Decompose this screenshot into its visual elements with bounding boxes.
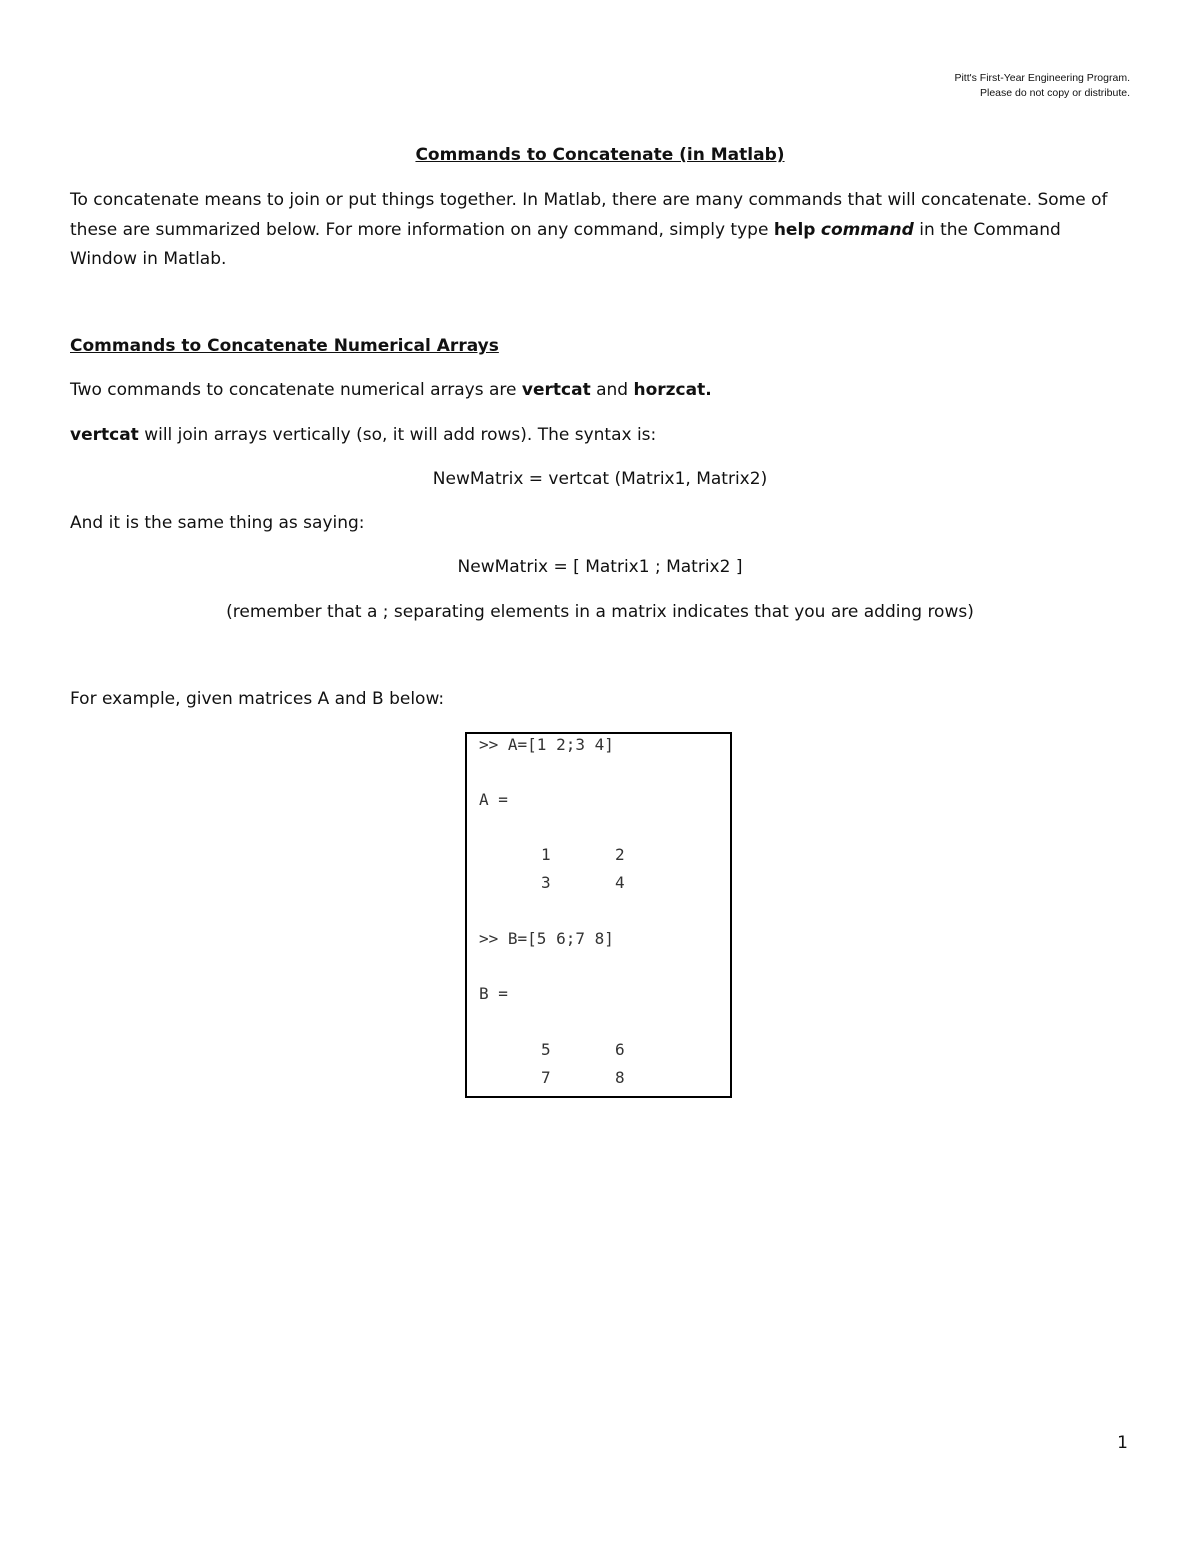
- header-program-note: Pitt's First-Year Engineering Program.: [954, 72, 1130, 84]
- command-define-a: >> A=[1 2;3 4]: [479, 735, 614, 754]
- command-define-b: >> B=[5 6;7 8]: [479, 929, 614, 948]
- header-copy-note: Please do not copy or distribute.: [979, 87, 1130, 99]
- intro-paragraph: [70, 186, 1132, 275]
- matrix-a-cell: 4: [615, 873, 625, 892]
- command-keyword: command: [820, 219, 914, 240]
- matrix-a-cell: 2: [615, 845, 625, 864]
- two-commands-line: [70, 379, 712, 401]
- horzcat-keyword: horzcat.: [633, 380, 712, 400]
- remember-note: (remember that a ; separating elements in a matrix indicates that you are adding rows): [226, 602, 974, 622]
- matrix-a-cell: 3: [541, 873, 551, 892]
- vertcat-term: vertcat: [70, 425, 139, 445]
- two-commands-pre: Two commands to concatenate numerical arrays are: [70, 380, 522, 400]
- vertcat-keyword: vertcat: [521, 380, 591, 400]
- vertcat-description-text: will join arrays vertically (so, it will add rows). The syntax is:: [138, 425, 657, 445]
- matrix-b-cell: 6: [615, 1040, 625, 1059]
- same-as-line: And it is the same thing as saying:: [70, 513, 365, 533]
- section-heading: Commands to Concatenate Numerical Arrays: [70, 336, 499, 356]
- vertcat-syntax: NewMatrix = vertcat (Matrix1, Matrix2): [432, 469, 768, 489]
- intro-text-2: in the Command Window in Matlab.: [70, 219, 1061, 269]
- matrix-b-cell: 5: [541, 1040, 551, 1059]
- intro-text-1: To concatenate means to join or put things together. In Matlab, there are many commands that will concatenate. Some of these are summarized below. For more information on any command, simply type: [70, 190, 1108, 240]
- matlab-output-screenshot: [465, 732, 732, 1098]
- vertcat-description: [70, 424, 656, 446]
- matrix-a-cell: 1: [541, 845, 551, 864]
- two-commands-and: and: [590, 380, 634, 400]
- example-intro: For example, given matrices A and B below:: [70, 689, 445, 709]
- matrix-b-cell: 8: [615, 1068, 625, 1087]
- document-title: Commands to Concatenate (in Matlab): [415, 145, 785, 165]
- label-b: B =: [479, 984, 508, 1003]
- matrix-b-cell: 7: [541, 1068, 551, 1087]
- bracket-syntax: NewMatrix = [ Matrix1 ; Matrix2 ]: [457, 557, 743, 577]
- page-number: 1: [1117, 1433, 1128, 1453]
- label-a: A =: [479, 790, 508, 809]
- help-keyword: help: [773, 219, 816, 240]
